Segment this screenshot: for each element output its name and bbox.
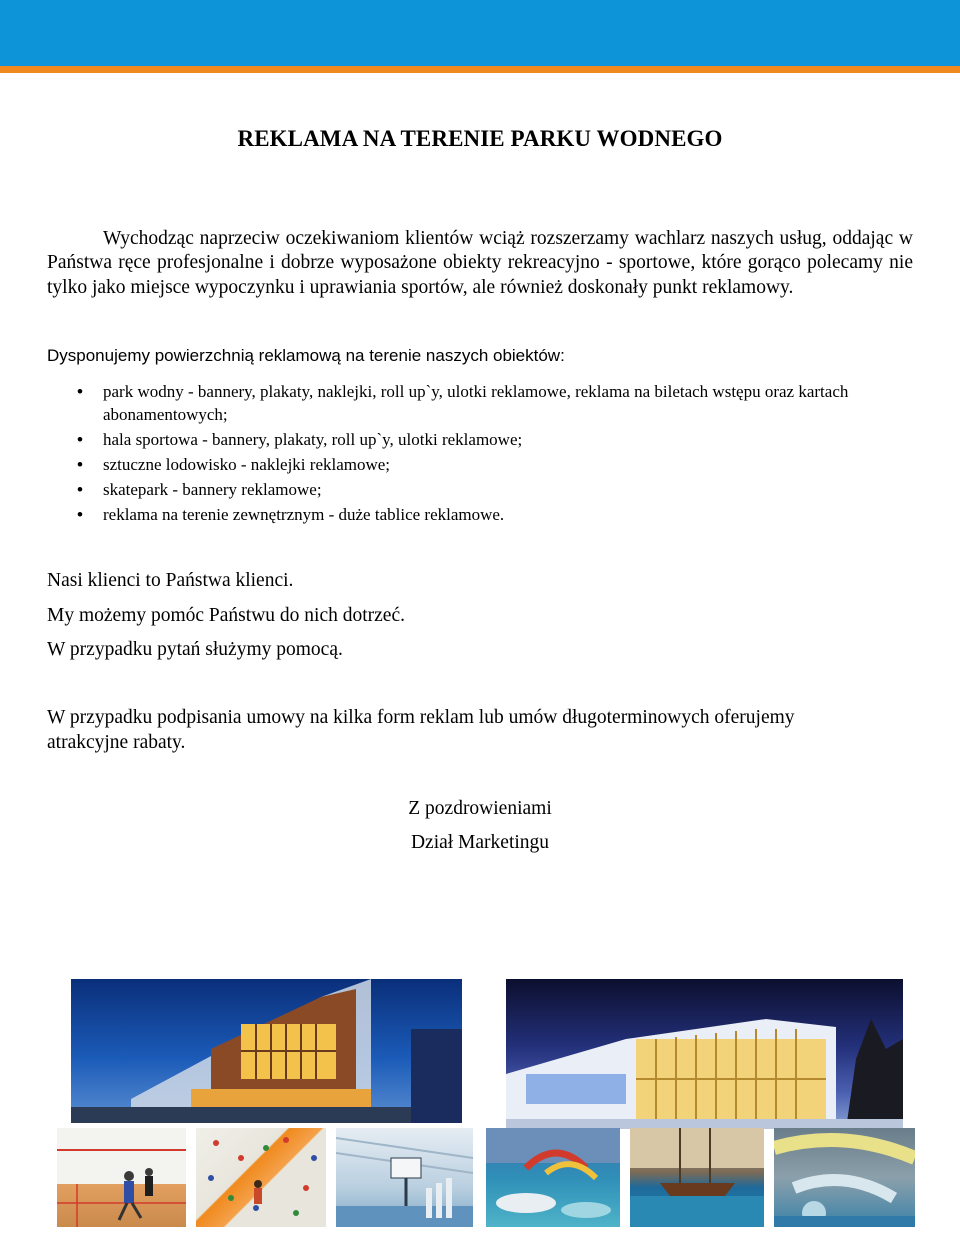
list-item: • sztuczne lodowisko - naklejki reklamowe; [47,453,913,476]
water-slide-drawing [774,1128,915,1227]
aquapark-night-photo [506,979,903,1129]
indoor-pool-photo [486,1128,620,1227]
water-slide-photo [774,1128,915,1227]
pool-ship-photo [630,1128,764,1227]
header-accent-stripe [0,66,960,73]
squash-court-drawing [57,1128,186,1227]
signature-greeting: Z pozdrowieniami [408,798,552,819]
claim-line: Nasi klienci to Państwa klienci. [47,570,294,591]
aquapark-exterior-photo [71,979,462,1123]
pool-ship-drawing [630,1128,764,1227]
header-bar [0,0,960,66]
intro-paragraph [47,227,913,300]
claim-line: W przypadku pytań służymy pomocą. [47,639,343,660]
intro-text: Wychodząc naprzeciw oczekiwaniom klientów wciąż rozszerzamy wachlarz naszych usług, oddając w Państwa ręce profesjonalne i dobrze wyposażone obiekty rekreacyjno - sportowe, które gorąco polecamy nie tylko jako miejsce wypoczynku i uprawiania sportów, ale również doskonały punkt [47,228,913,298]
page-title: REKLAMA NA TERENIE PARKU WODNEGO [237,126,723,151]
intro-text-tail: reklamowy. [697,276,794,298]
squash-court-photo [57,1128,186,1227]
climbing-wall-photo [196,1128,326,1227]
list-item: • park wodny - bannery, plakaty, naklejki, roll up`y, ulotki reklamowe, reklama na biletach wstępu oraz kartach abonamentowych; [47,380,913,426]
indoor-pool-drawing [486,1128,620,1227]
offer-list [47,380,913,528]
discount-paragraph: W przypadku podpisania umowy na kilka form reklam lub umów długoterminowych oferujemy atrakcyjne rabaty. [47,707,795,753]
claim-line: My możemy pomóc Państwu do nich dotrzeć. [47,605,405,626]
list-item: • hala sportowa - bannery, plakaty, roll up`y, ulotki reklamowe; [47,428,913,451]
list-item: • reklama na terenie zewnętrznym - duże tablice reklamowe. [47,503,913,526]
aquapark-night-drawing [506,979,903,1129]
offer-lead: Dysponujemy powierzchnią reklamową na terenie naszych obiektów: [47,346,565,365]
climbing-wall-drawing [196,1128,326,1227]
aquapark-exterior-drawing [71,979,462,1123]
signature-department: Dział Marketingu [410,832,550,853]
sports-hall-photo [336,1128,473,1227]
sports-hall-drawing [336,1128,473,1227]
list-item: • skatepark - bannery reklamowe; [47,478,913,501]
